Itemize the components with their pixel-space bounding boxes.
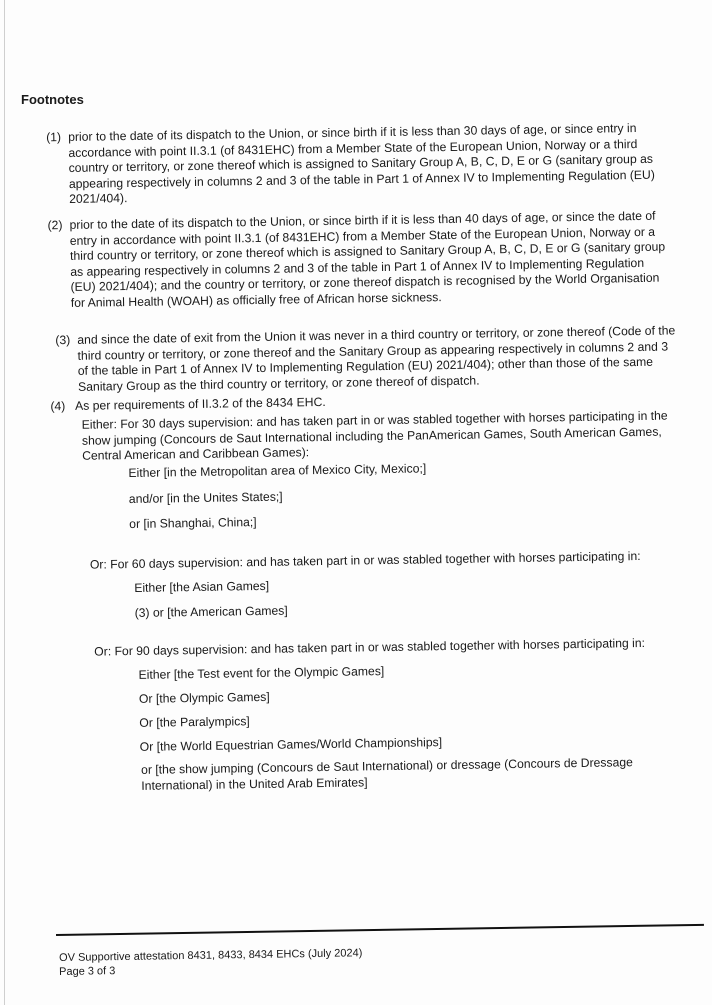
option-test-event-olympics: Either [the Test event for the Olympic Games] [138,664,385,682]
footnote-3 [55,323,676,395]
footer-attestation-title: OV Supportive attestation 8431, 8433, 8434 EHCs (July 2024) [59,947,363,964]
option-paralympics: Or [the Paralympics] [139,714,250,730]
footnote-number: (2) [47,218,63,233]
option-shanghai: or [in Shanghai, China;] [129,515,257,532]
footnote-number: (4) [50,399,66,414]
option-olympic-games: Or [the Olympic Games] [138,689,270,706]
or-90-days-paragraph: Or: For 90 days supervision: and has taken part in or was stabled together with horses participating in: [94,635,646,659]
footnote-text: prior to the date of its dispatch to the Union, or since birth if it is less than 40 days of age, or since the date of entry in accordance with point II.3.1 (of 8431EHC) from a Member State of the European Union, Norway or a third country or territory, or zone thereof which is assigned to Sanitary Group A, B, C, D, E or G (sanitary group as appearing respectively in columns 2 and 3 of the table in Part 1 of Annex IV to Implementing Regulation (EU) 2021/404); and the country or territory, or zone thereof dispatch is recognised by the World Organisation for Animal Health (WOAH) as officially free of African horse sickness. [69,208,666,310]
either-30-days-paragraph: Either: For 30 days supervision: and has taken part in or was stabled together with horses participating in the show jumping (Concours de Saut International including the PanAmerican Games, South American Games, Central American and Caribbean Games): [81,408,668,463]
option-asian-games: Either [the Asian Games] [134,578,270,595]
footer-page-number: Page 3 of 3 [59,965,116,978]
option-american-games: (3) or [the American Games] [134,603,288,620]
footnote-number: (1) [46,130,62,145]
footnote-text: prior to the date of its dispatch to the Union, or since birth if it is less than 30 days of age, or since entry in accordance with point II.3.1 (of 8431EHC) from a Member State of the European Union, Norway or a third country or territory, or zone thereof which is assigned to Sanitary Group A, B, C, D, E or G (sanitary group as appearing respectively in columns 2 and 3 of the table in Part 1 of Annex IV to Implementing Regulation (EU) 2021/404). [68,121,655,207]
option-mexico-city: Either [in the Metropolitan area of Mexico City, Mexico;] [128,461,427,481]
footnote-4-intro: As per requirements of II.3.2 of the 8434 EHC. [74,394,326,413]
footnote-number: (3) [55,332,71,348]
footnote-2 [47,209,668,312]
option-united-states: and/or [in the Unites States;] [128,489,283,507]
option-uae-show-jumping-dressage: or [the show jumping (Concours de Saut International) or dressage (Concours de Dressage International) in the United Arab Emirates] [141,755,633,793]
or-60-days-paragraph: Or: For 60 days supervision: and has taken part in or was stabled together with horses participating in: [89,549,641,572]
footnote-text: and since the date of exit from the Union it was never in a third country or territory, or zone thereof (Code of the third country or territory, or zone thereof and the Sanitary Group as appearing respectively in columns 2 and 3 of the table in Part 1 of Annex IV to Implementing Regulation (EU) 2021/404); other than those of the same Sanitary Group as the third country or territory, or zone thereof of dispatch. [77,323,676,394]
option-world-equestrian-games: Or [the World Equestrian Games/World Championships] [139,735,443,754]
footnote-1 [46,121,667,209]
footnotes-heading: Footnotes [21,92,84,107]
